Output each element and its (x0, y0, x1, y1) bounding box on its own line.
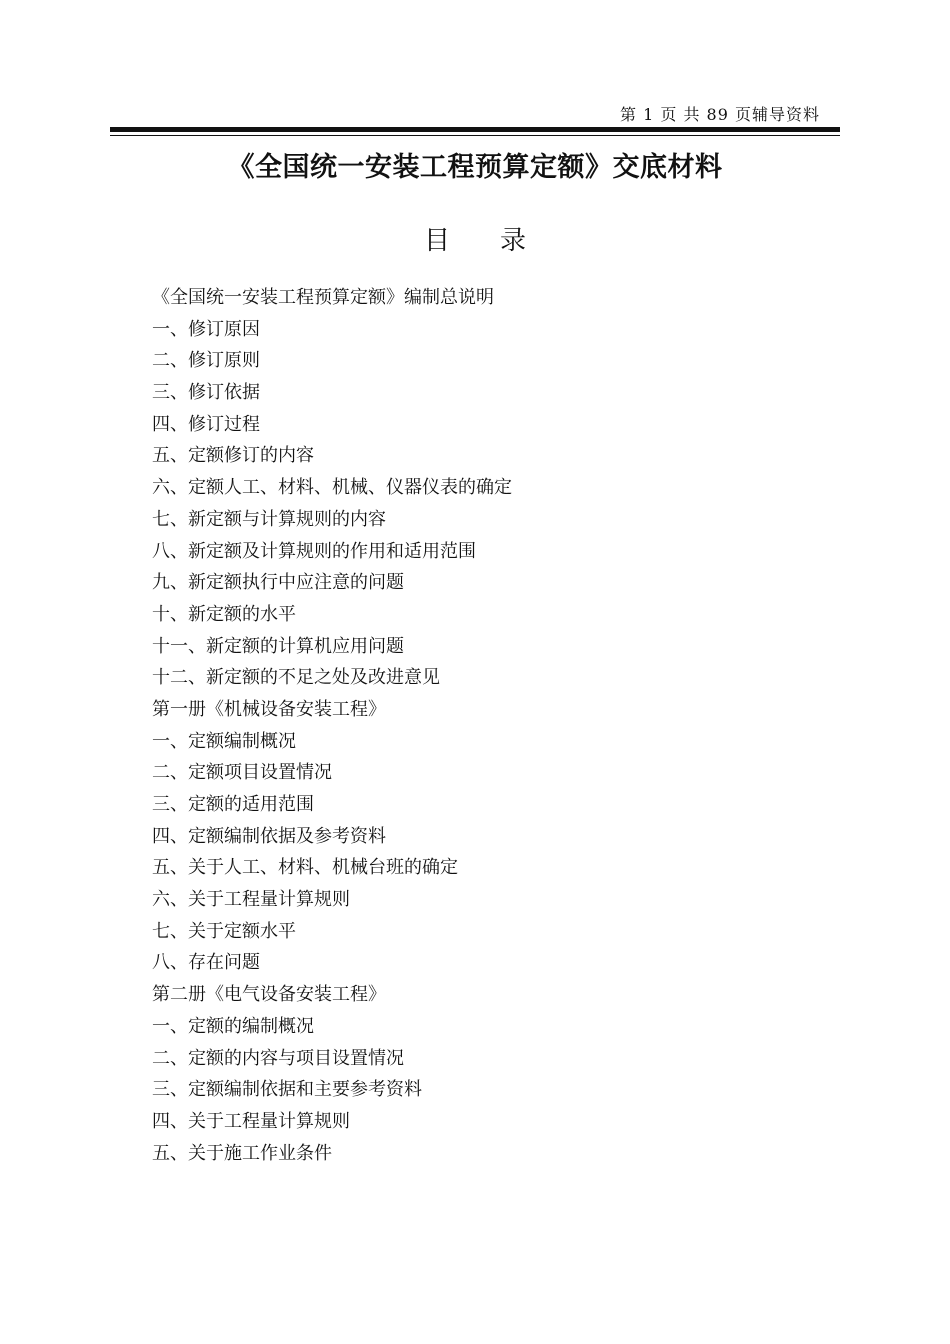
toc-item: 第二册《电气设备安装工程》 (152, 984, 386, 1006)
toc-item: 六、定额人工、材料、机械、仪器仪表的确定 (152, 477, 512, 499)
header-rule-thick (110, 127, 840, 132)
toc-item: 九、新定额执行中应注意的问题 (152, 572, 404, 594)
toc-item: 一、修订原因 (152, 318, 260, 340)
toc-item: 七、关于定额水平 (152, 920, 296, 942)
toc-list (152, 282, 512, 1169)
toc-item: 三、定额编制依据和主要参考资料 (152, 1079, 422, 1101)
toc-item: 五、关于施工作业条件 (152, 1142, 332, 1164)
toc-item: 八、新定额及计算规则的作用和适用范围 (152, 540, 476, 562)
toc-item: 四、定额编制依据及参考资料 (152, 825, 386, 847)
document-title: 《全国统一安装工程预算定额》交底材料 (227, 152, 723, 183)
toc-item: 七、新定额与计算规则的内容 (152, 508, 386, 530)
toc-item: 二、定额项目设置情况 (152, 762, 332, 784)
toc-item: 一、定额的编制概况 (152, 1015, 314, 1037)
toc-item: 十、新定额的水平 (152, 603, 296, 625)
toc-heading-part2: 录 (500, 226, 527, 256)
page-header-info: 第 1 页 共 89 页辅导资料 (620, 105, 820, 124)
toc-item: 五、定额修订的内容 (152, 445, 314, 467)
toc-item: 三、定额的适用范围 (152, 794, 314, 815)
toc-heading (0, 220, 950, 257)
toc-heading-part1: 目 (423, 226, 450, 256)
toc-item: 第一册《机械设备安装工程》 (152, 698, 386, 720)
toc-item: 二、定额的内容与项目设置情况 (152, 1047, 404, 1069)
toc-item: 五、关于人工、材料、机械台班的确定 (152, 857, 458, 879)
toc-item: 十二、新定额的不足之处及改进意见 (152, 667, 440, 689)
toc-item: 四、修订过程 (152, 413, 260, 435)
toc-item: 一、定额编制概况 (152, 730, 296, 752)
toc-item: 三、修订依据 (152, 382, 260, 404)
toc-item: 二、修订原则 (152, 350, 260, 372)
toc-item: 八、存在问题 (152, 952, 260, 974)
header-rule-thin (110, 135, 840, 136)
toc-item: 《全国统一安装工程预算定额》编制总说明 (152, 287, 494, 308)
toc-item: 四、关于工程量计算规则 (152, 1110, 350, 1132)
toc-item: 六、关于工程量计算规则 (152, 889, 350, 911)
toc-item: 十一、新定额的计算机应用问题 (152, 635, 404, 657)
